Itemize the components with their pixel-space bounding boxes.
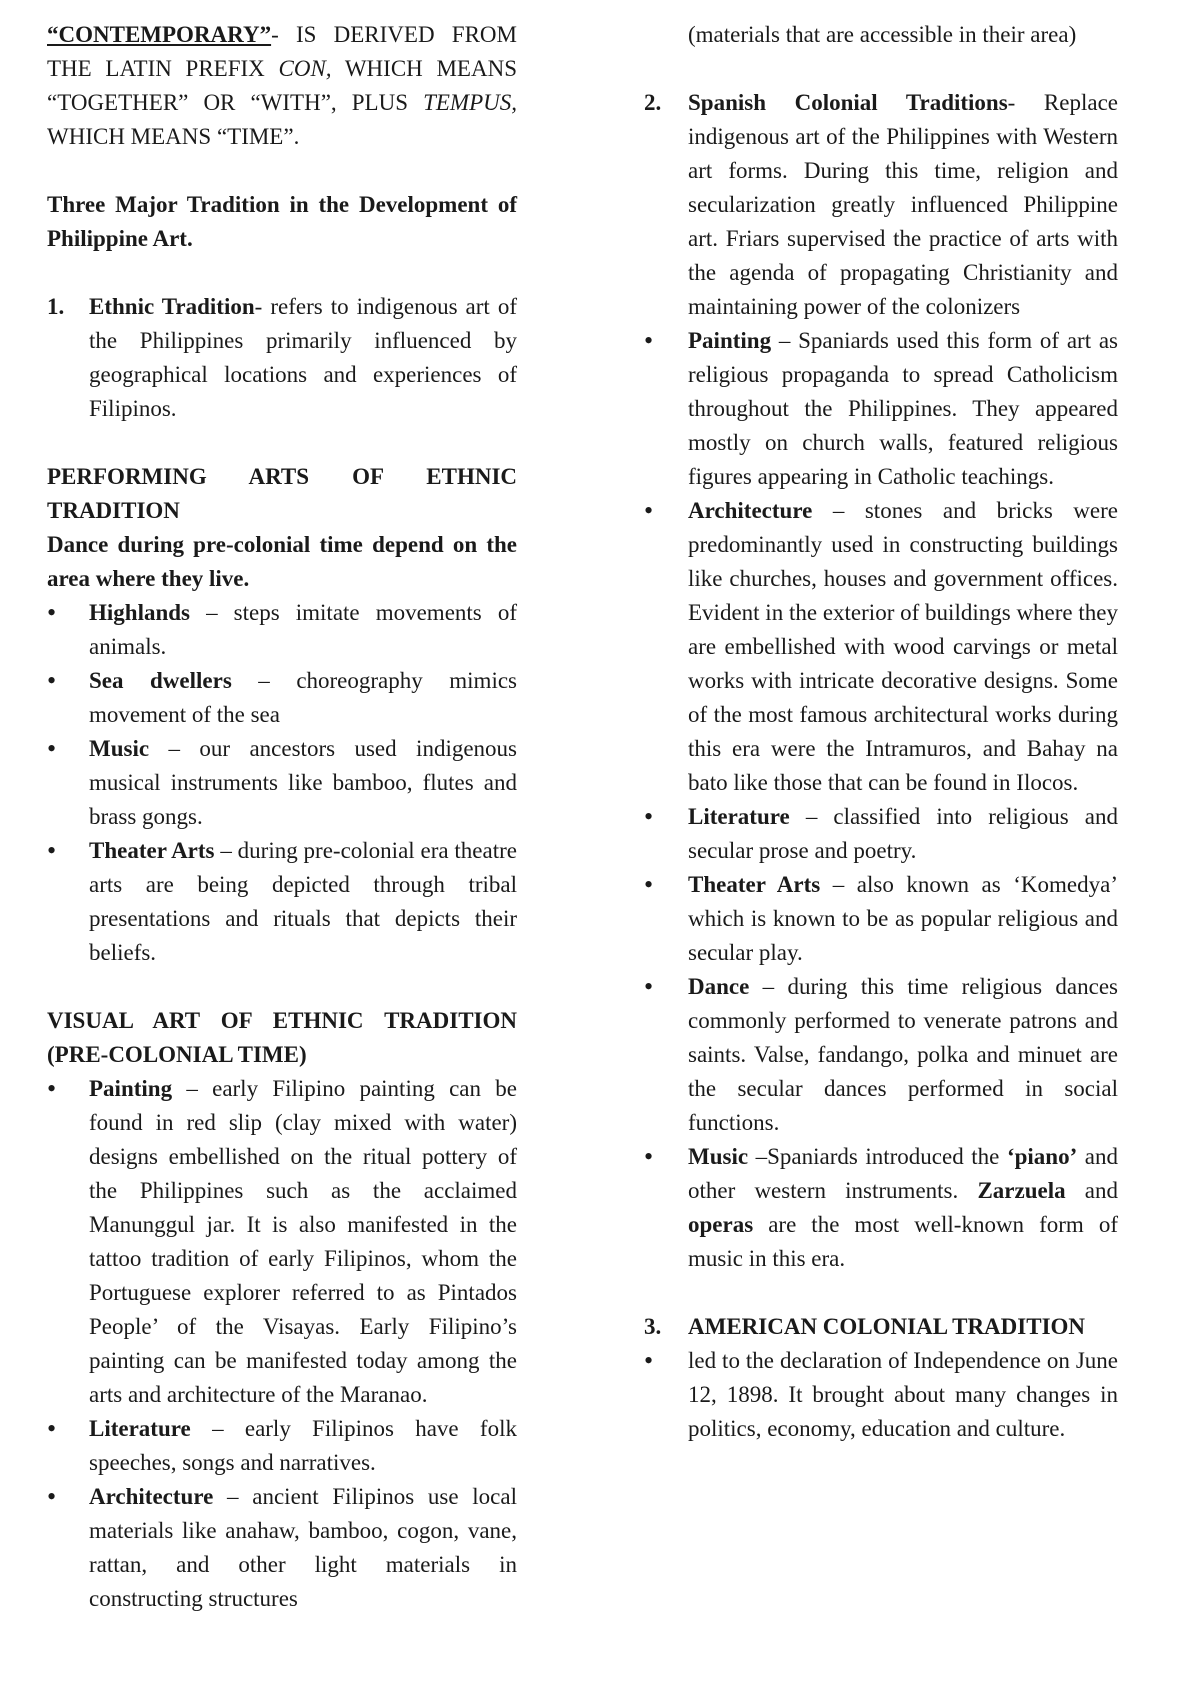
bullet-icon: •	[644, 802, 654, 831]
bullet-icon: •	[47, 1482, 57, 1511]
left-column	[47, 18, 517, 1616]
section-heading-three-traditions: Three Major Tradition in the Development of Philippine Art.	[47, 192, 517, 251]
item-text: led to the declaration of Independence on June 12, 1898. It brought about many changes in politics, economy, education and culture.	[688, 1348, 1118, 1441]
spanish-tradition-text: - Replace indigenous art of the Philippines with Western art forms. During this time, religion and secularization greatly influenced Philippine art. Friars supervised the practice of arts with the agenda of propagating Christianity and maintaining power of the colonizers	[688, 90, 1118, 319]
list-item	[47, 1480, 517, 1616]
bullet-icon: •	[644, 1346, 654, 1375]
definition-con: CON,	[278, 56, 332, 81]
ethnic-tradition-text: - refers to indigenous art of the Philippines primarily influenced by geographical locations and experiences of Filipinos.	[89, 294, 517, 421]
item-term: Literature	[89, 1416, 191, 1441]
item-term: Architecture	[89, 1484, 214, 1509]
item-term: Theater Arts	[688, 872, 821, 897]
definition-text-a: - IS DERIVED FROM THE LATIN PREFIX	[47, 22, 517, 81]
bullet-icon: •	[644, 1142, 654, 1171]
item-term: Literature	[688, 804, 790, 829]
list-item	[644, 970, 1118, 1140]
spanish-tradition-title: Spanish Colonial Traditions	[688, 90, 1008, 115]
item-text: – during this time religious dances commonly performed to venerate patrons and saints. Valse, fandango, polka and minuet are the secular dances performed in social functions.	[688, 974, 1118, 1135]
performing-arts-heading: PERFORMING ARTS OF ETHNIC TRADITION	[47, 464, 517, 523]
item-term: Music	[688, 1144, 749, 1169]
music-text-c: and	[1065, 1178, 1118, 1203]
performing-arts-subheading: Dance during pre-colonial time depend on the area where they live.	[47, 532, 517, 591]
list-item	[47, 1072, 517, 1412]
contemporary-term: “CONTEMPORARY”	[47, 22, 272, 47]
bullet-icon: •	[47, 666, 57, 695]
list-item	[644, 1344, 1118, 1446]
bullet-icon: •	[644, 496, 654, 525]
list-number: 1.	[47, 294, 65, 319]
american-tradition-item	[644, 1310, 1118, 1344]
item-text: – our ancestors used indigenous musical instruments like bamboo, flutes and brass gongs.	[89, 736, 517, 829]
visual-art-heading: VISUAL ART OF ETHNIC TRADITION (PRE-COLONIAL TIME)	[47, 1008, 517, 1067]
item-term: Highlands	[89, 600, 190, 625]
list-item-music	[644, 1140, 1118, 1276]
item-text: – early Filipino painting can be found in red slip (clay mixed with water) designs embellished on the ritual pottery of the Philippines such as the acclaimed Manunggul jar. It is also manifested in the tattoo tradition of early Filipinos, whom the Portuguese explorer referred to as Pintados People’ of the Visayas. Early Filipino’s painting can be manifested today among the arts and architecture of the Maranao.	[89, 1076, 517, 1407]
definition-text-b: WHICH MEANS “TOGETHER” OR “WITH”, PLUS	[47, 56, 517, 115]
bullet-icon: •	[47, 1414, 57, 1443]
item-text: – ancient Filipinos use local materials like anahaw, bamboo, cogon, vane, rattan, and other light materials in constructing structures	[89, 1484, 517, 1611]
item-term: Sea dwellers	[89, 668, 232, 693]
music-operas: operas	[688, 1212, 754, 1237]
continuation-text: (materials that are accessible in their area)	[688, 22, 1077, 47]
bullet-icon: •	[47, 836, 57, 865]
definition-tempus: TEMPUS,	[423, 90, 517, 115]
item-text: – classified into religious and secular prose and poetry.	[688, 804, 1118, 863]
item-term: Painting	[89, 1076, 173, 1101]
contemporary-definition	[47, 18, 517, 154]
list-item	[47, 834, 517, 970]
bullet-icon: •	[47, 598, 57, 627]
music-text-d: are the most well-known form of music in this era.	[688, 1212, 1118, 1271]
item-text: – during pre-colonial era theatre arts are being depicted through tribal presentations and rituals that depicts their beliefs.	[89, 838, 517, 965]
music-piano: ‘piano’	[1006, 1144, 1078, 1169]
item-term: Dance	[688, 974, 750, 999]
list-item	[644, 868, 1118, 970]
list-item	[644, 494, 1118, 800]
list-number: 2.	[644, 90, 662, 115]
bullet-icon: •	[644, 870, 654, 899]
list-item	[644, 324, 1118, 494]
list-item	[644, 800, 1118, 868]
item-text: – early Filipinos have folk speeches, songs and narratives.	[89, 1416, 517, 1475]
bullet-icon: •	[644, 326, 654, 355]
item-text: – Spaniards used this form of art as religious propaganda to spread Catholicism throughout the Philippines. They appeared mostly on church walls, featured religious figures appearing in Catholic teachings.	[688, 328, 1118, 489]
list-item	[47, 664, 517, 732]
spanish-tradition-item	[644, 86, 1118, 324]
list-item	[47, 1412, 517, 1480]
item-term: Painting	[688, 328, 772, 353]
music-text-b: and other western instruments.	[688, 1144, 1118, 1203]
item-text: – steps imitate movements of animals.	[89, 600, 517, 659]
item-text: – choreography mimics movement of the sea	[89, 668, 517, 727]
item-term: Music	[89, 736, 150, 761]
bullet-icon: •	[47, 734, 57, 763]
list-item	[47, 596, 517, 664]
definition-text-c: WHICH MEANS “TIME”.	[47, 124, 300, 149]
right-column	[644, 18, 1118, 1446]
item-text: – stones and bricks were predominantly used in constructing buildings like churches, houses and government offices. Evident in the exterior of buildings where they are embellished with wood carvings or metal works with intricate decorative designs. Some of the most famous architectural works during this era were the Intramuros, and Bahay na bato like those that can be found in Ilocos.	[688, 498, 1118, 795]
item-term: Architecture	[688, 498, 813, 523]
bullet-icon: •	[644, 972, 654, 1001]
bullet-icon: •	[47, 1074, 57, 1103]
item-text: – also known as ‘Komedya’ which is known to be as popular religious and secular play.	[688, 872, 1118, 965]
music-zarzuela: Zarzuela	[977, 1178, 1066, 1203]
ethnic-tradition-title: Ethnic Tradition	[89, 294, 255, 319]
american-tradition-title: AMERICAN COLONIAL TRADITION	[688, 1314, 1086, 1339]
music-text-a: –Spaniards introduced the	[748, 1144, 1007, 1169]
list-number: 3.	[644, 1314, 662, 1339]
ethnic-tradition-item	[47, 290, 517, 426]
list-item	[47, 732, 517, 834]
item-term: Theater Arts	[89, 838, 215, 863]
